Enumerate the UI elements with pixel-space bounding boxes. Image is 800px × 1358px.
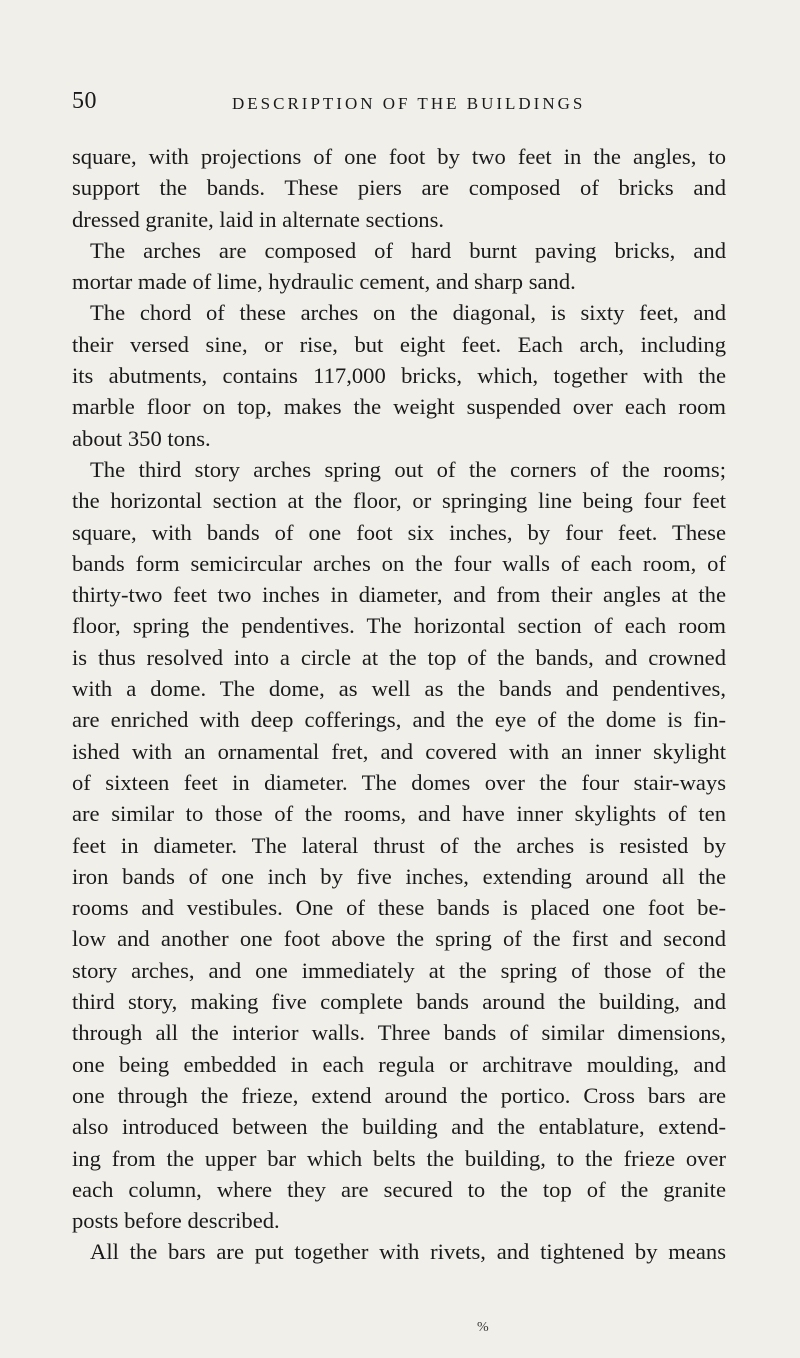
running-title: DESCRIPTION OF THE BUILDINGS — [232, 94, 586, 113]
text-line: square, with bands of one foot six inches, by four feet. These — [72, 519, 726, 545]
text-line: about 350 tons. — [72, 425, 211, 451]
text-line: support the bands. These piers are composed of bricks and — [72, 175, 726, 201]
text-line: one through the frieze, extend around the portico. Cross bars are — [72, 1082, 726, 1108]
text-line: also introduced between the building and the entablature, extend- — [72, 1114, 726, 1140]
printer-mark: % — [477, 1320, 489, 1335]
text-line: one being embedded in each regula or architrave moulding, and — [72, 1051, 726, 1077]
text-line: thirty-two feet two inches in diameter, and from their angles at the — [72, 582, 726, 608]
page-number: 50 — [72, 88, 97, 114]
text-line: ing from the upper bar which belts the building, to the frieze over — [72, 1145, 726, 1171]
text-line: their versed sine, or rise, but eight feet. Each arch, including — [72, 331, 726, 357]
text-line: The chord of these arches on the diagonal, is sixty feet, and — [90, 300, 726, 326]
text-line: each column, where they are secured to the top of the granite — [72, 1176, 726, 1202]
text-line: are enriched with deep cofferings, and the eye of the dome is fin- — [72, 707, 726, 733]
text-line: All the bars are put together with rivets, and tightened by means — [90, 1239, 726, 1265]
text-line: third story, making five complete bands around the building, and — [72, 989, 726, 1015]
text-line: ished with an ornamental fret, and covered with an inner skylight — [72, 738, 726, 764]
text-line: The third story arches spring out of the corners of the rooms; — [90, 456, 726, 482]
text-line: iron bands of one inch by five inches, extending around all the — [72, 863, 726, 889]
body-text — [72, 141, 726, 1268]
text-line: posts before described. — [72, 1208, 280, 1234]
text-line: marble floor on top, makes the weight suspended over each room — [72, 394, 726, 420]
text-line: dressed granite, laid in alternate sections. — [72, 206, 445, 232]
text-line: of sixteen feet in diameter. The domes over the four stair-ways — [72, 769, 726, 795]
text-line: its abutments, contains 117,000 bricks, which, together with the — [72, 363, 726, 389]
text-line: mortar made of lime, hydraulic cement, and sharp sand. — [72, 269, 576, 295]
text-line: The arches are composed of hard burnt paving bricks, and — [90, 237, 726, 263]
text-line: low and another one foot above the spring of the first and second — [72, 926, 726, 952]
text-line: feet in diameter. The lateral thrust of the arches is resisted by — [72, 832, 726, 858]
text-line: are similar to those of the rooms, and have inner skylights of ten — [72, 801, 726, 827]
text-line: rooms and vestibules. One of these bands is placed one foot be- — [72, 895, 726, 921]
text-line: the horizontal section at the floor, or springing line being four feet — [72, 488, 726, 514]
text-line: square, with projections of one foot by two feet in the angles, to — [72, 144, 726, 169]
text-line: story arches, and one immediately at the spring of those of the — [72, 957, 726, 983]
text-line: through all the interior walls. Three bands of similar dimensions, — [72, 1020, 726, 1046]
text-line: is thus resolved into a circle at the top of the bands, and crowned — [72, 644, 726, 670]
text-line: bands form semicircular arches on the four walls of each room, of — [72, 550, 726, 576]
text-line: floor, spring the pendentives. The horizontal section of each room — [72, 613, 726, 639]
text-line: with a dome. The dome, as well as the bands and pendentives, — [72, 676, 726, 702]
running-head — [72, 88, 752, 118]
